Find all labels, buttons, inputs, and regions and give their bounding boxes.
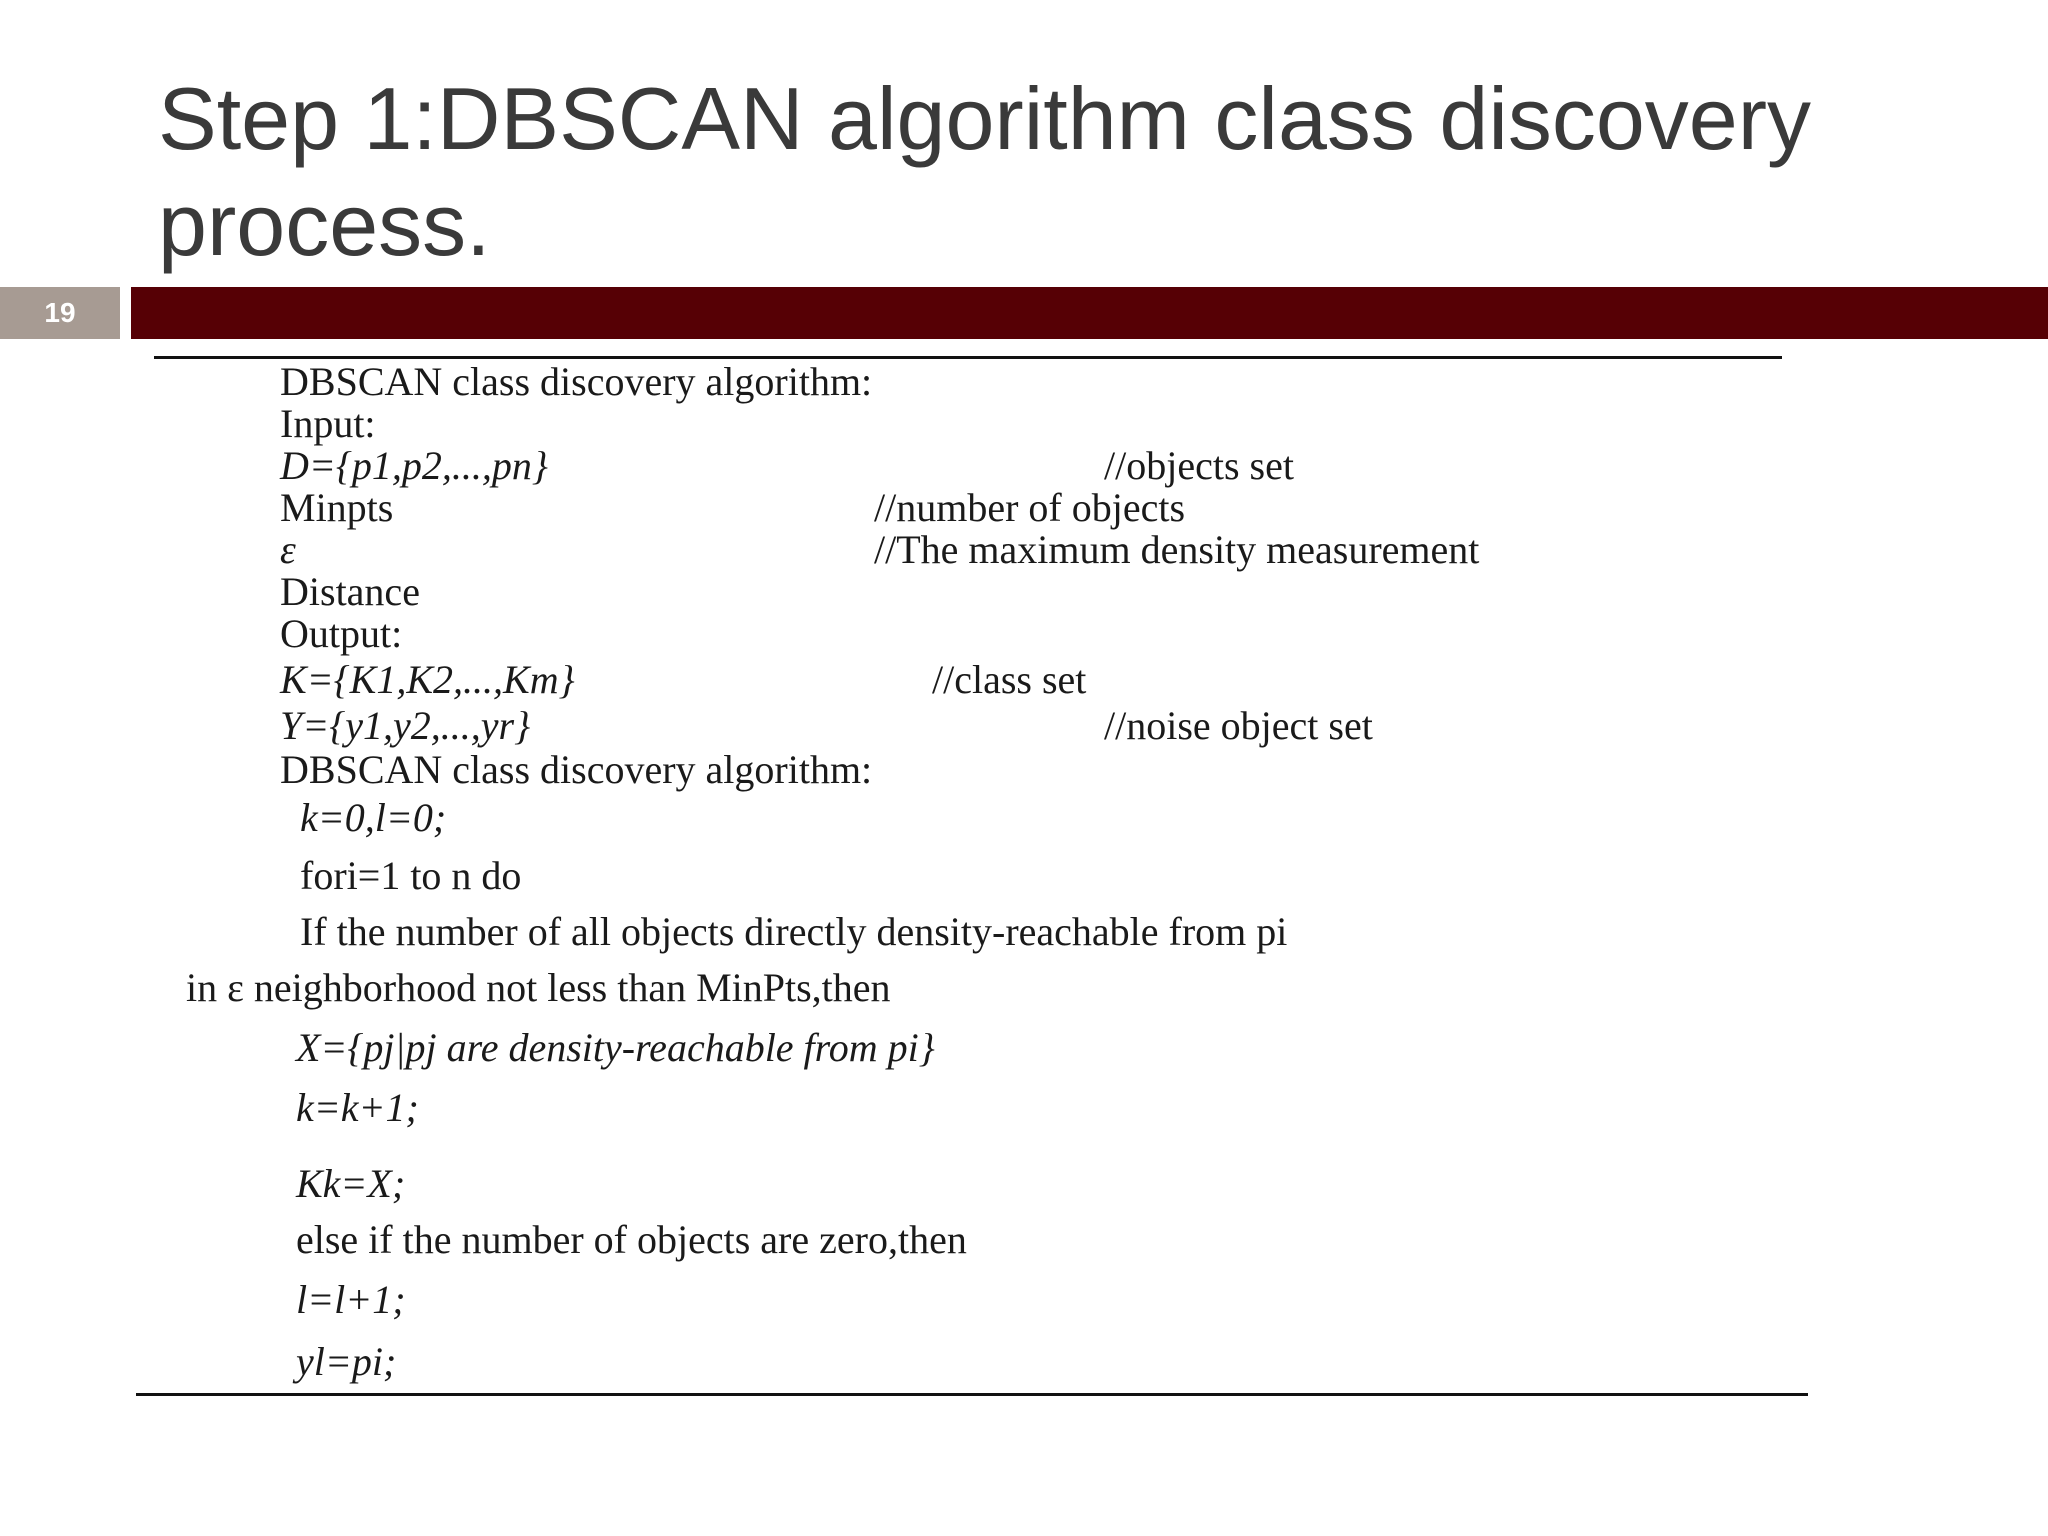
for-loop-statement: fori=1 to n do (300, 853, 522, 898)
objects-set-comment: //objects set (1104, 443, 1294, 488)
output-label: Output: (280, 611, 403, 656)
epsilon-symbol: ε (280, 527, 296, 572)
distance-label: Distance (280, 569, 420, 614)
objects-set-expr: D={p1,p2,...,pn} (280, 443, 548, 488)
kk-assignment: Kk=X; (296, 1161, 406, 1206)
algorithm-heading: DBSCAN class discovery algorithm: (280, 359, 873, 404)
yl-assignment: yl=pi; (296, 1339, 397, 1384)
else-if-statement: else if the number of objects are zero,then (296, 1217, 967, 1262)
slide-title: Step 1:DBSCAN algorithm class discovery process. (158, 69, 1812, 274)
k-increment: k=k+1; (296, 1085, 419, 1130)
input-label: Input: (280, 401, 376, 446)
epsilon-comment: //The maximum density measurement (874, 527, 1480, 572)
if-condition-line-1: If the number of all objects directly density-reachable from pi (300, 909, 1288, 954)
class-set-expr: K={K1,K2,...,Km} (280, 657, 575, 702)
algorithm-heading-2: DBSCAN class discovery algorithm: (280, 747, 873, 792)
minpts-label: Minpts (280, 485, 394, 530)
minpts-comment: //number of objects (874, 485, 1186, 530)
if-condition-line-2: in ε neighborhood not less than MinPts,then (186, 965, 891, 1010)
x-assignment: X={pj|pj are density-reachable from pi} (296, 1025, 935, 1070)
class-set-comment: //class set (932, 657, 1087, 702)
noise-set-expr: Y={y1,y2,...,yr} (280, 703, 531, 748)
noise-set-comment: //noise object set (1104, 703, 1373, 748)
algorithm-bottom-rule (136, 1393, 1808, 1396)
l-increment: l=l+1; (296, 1277, 406, 1322)
init-statement: k=0,l=0; (300, 795, 447, 840)
slide-number-badge: 19 (0, 287, 120, 339)
